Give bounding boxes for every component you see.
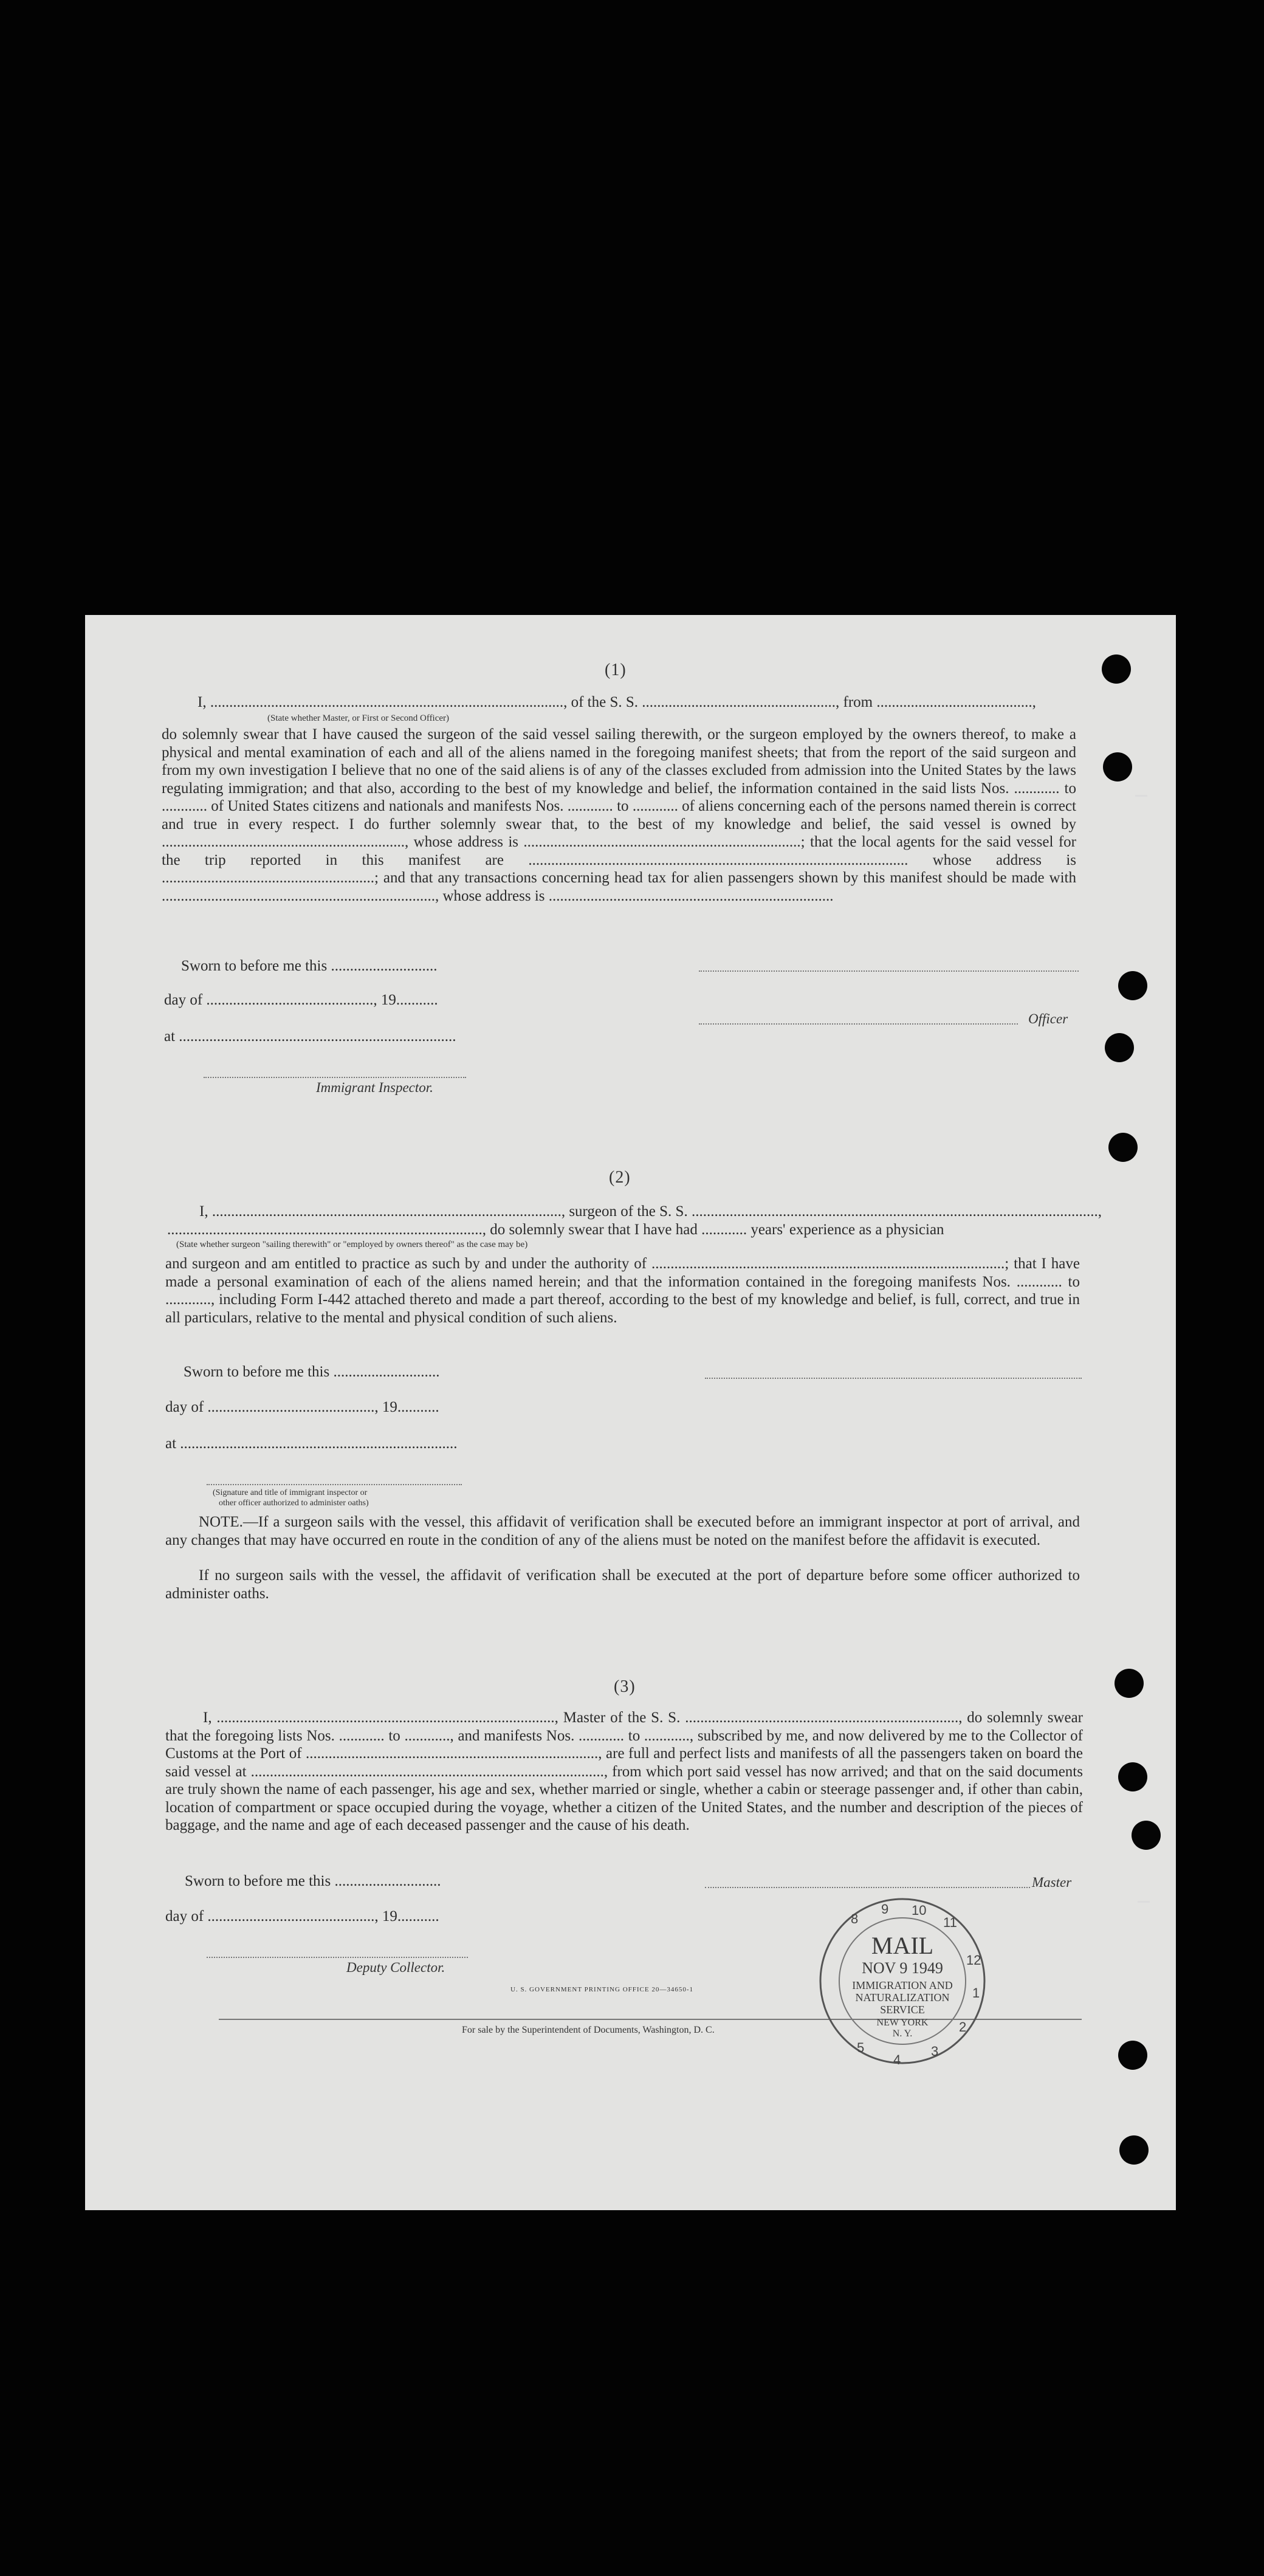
section-1-number: (1) bbox=[605, 661, 627, 679]
section-3-day: day of ............................................, 19........... bbox=[165, 1908, 439, 1925]
section-3-master-title: Master bbox=[1032, 1875, 1072, 1890]
section-2-inspector-signature-line bbox=[207, 1484, 462, 1485]
form-page bbox=[85, 615, 1176, 2210]
section-2-caption: (State whether surgeon "sailing therewith" or "employed by owners thereof" as the case may be) bbox=[176, 1240, 528, 1249]
punch-hole bbox=[1103, 752, 1132, 781]
stamp-digit: 8 bbox=[851, 1911, 859, 1926]
section-2-body: and surgeon and am entitled to practice as such by and under the authority of .............................................................................................; that I have made a personal examination of each of the aliens named herein; and that the information contained in the foregoing manifests Nos. ............ to ............, including Form I-442 attached thereto and made a part thereof, according to the best of my knowledge and belief, is full, correct, and true in all particulars, relative to the mental and physical condition of such aliens. bbox=[165, 1255, 1080, 1326]
punch-hole bbox=[1119, 2135, 1149, 2165]
section-1-day: day of ............................................, 19........... bbox=[164, 992, 438, 1008]
mail-received-stamp bbox=[814, 1893, 991, 2069]
stamp-digit: 9 bbox=[881, 1901, 889, 1917]
section-1-first-line: I, ............................................................................................., of the S. S. ..................................................., from ........................................., bbox=[197, 694, 1036, 710]
stamp-digit: 10 bbox=[912, 1903, 927, 1918]
stamp-line: SERVICE bbox=[880, 2004, 925, 2016]
section-1-at: at ......................................................................... bbox=[164, 1028, 456, 1045]
section-1-caption: (State whether Master, or First or Second Officer) bbox=[267, 713, 450, 723]
punch-hole bbox=[1105, 1033, 1134, 1062]
section-2-sworn: Sworn to before me this ............................ bbox=[184, 1364, 440, 1380]
stamp-line: NATURALIZATION bbox=[855, 1991, 950, 2004]
section-2-note-no-surgeon: If no surgeon sails with the vessel, the affidavit of verification shall be executed at the port of departure before some officer authorized to administer oaths. bbox=[165, 1567, 1080, 1602]
stamp-digit: 1 bbox=[972, 1985, 980, 2001]
section-2-surgeon-signature-line bbox=[705, 1378, 1082, 1379]
stamp-digit: 11 bbox=[943, 1915, 957, 1930]
stamp-digit: 4 bbox=[893, 2052, 901, 2067]
edge-mark bbox=[1138, 1901, 1150, 1903]
edge-mark bbox=[1135, 795, 1147, 797]
punch-hole bbox=[1118, 971, 1147, 1000]
section-1-body: do solemnly swear that I have caused the surgeon of the said vessel sailing therewith, or the surgeon employed by the owners thereof, to make a physical and mental examination of each and all of the aliens named in the foregoing manifest sheets; that from the report of the said surgeon and from my own investigation I believe that no one of the said aliens is of any of the classes excluded from admission into the United States by the laws regulating immigration; and that also, according to the best of my knowledge and belief, the information contained in the said lists Nos. ............ to ............ of United States citizens and nationals and manifests Nos. ............ to ............ of aliens concerning each of the persons named therein is correct and true in every respect. I do further solemnly swear that, to the best of my knowledge and belief, the said vessel is owned by ................................................................, whose address is .........................................................................; that the local agents for the said vessel for the trip reported in this manifest are .................................................................................................... whose address is ........................................................; and that any transactions concerning head tax for alien passengers shown by this manifest should be made with ........................................................................, whose address is ........................................................................... bbox=[162, 726, 1076, 904]
section-1-officer-signature-line-2 bbox=[699, 1023, 1018, 1025]
section-1-inspector-signature-line bbox=[204, 1077, 466, 1078]
section-1-sworn: Sworn to before me this ............................ bbox=[181, 958, 438, 974]
section-3-number: (3) bbox=[614, 1677, 636, 1696]
section-3-master-signature-line bbox=[705, 1887, 1030, 1888]
section-3-sworn: Sworn to before me this ............................ bbox=[185, 1873, 441, 1889]
section-2-signature-caption-2: other officer authorized to administer oaths) bbox=[219, 1499, 369, 1508]
stamp-digit: 2 bbox=[959, 2019, 967, 2035]
punch-hole bbox=[1118, 2041, 1147, 2070]
punch-hole bbox=[1132, 1821, 1161, 1850]
section-2-number: (2) bbox=[609, 1168, 631, 1187]
section-1-officer-title: Officer bbox=[1028, 1011, 1068, 1026]
section-1-inspector-title: Immigrant Inspector. bbox=[316, 1080, 433, 1095]
for-sale-line: For sale by the Superintendent of Documents, Washington, D. C. bbox=[462, 2025, 715, 2035]
stamp-digit: 3 bbox=[931, 2044, 939, 2059]
punch-hole bbox=[1102, 654, 1131, 684]
punch-hole bbox=[1118, 1762, 1147, 1791]
section-3-collector-title: Deputy Collector. bbox=[346, 1960, 445, 1975]
stamp-mail: MAIL bbox=[871, 1932, 934, 1959]
stamp-line: N. Y. bbox=[892, 2028, 913, 2039]
section-2-day: day of ............................................, 19........... bbox=[165, 1399, 439, 1415]
section-2-note: NOTE.—If a surgeon sails with the vessel, this affidavit of verification shall be executed before an immigrant inspector at port of arrival, and any changes that may have occurred en route in the condition of any of the aliens must be noted on the manifest before the affidavit is executed. bbox=[165, 1514, 1080, 1548]
section-2-signature-caption-1: (Signature and title of immigrant inspector or bbox=[213, 1488, 368, 1497]
stamp-date: NOV 9 1949 bbox=[862, 1959, 943, 1977]
printing-office-line: U. S. GOVERNMENT PRINTING OFFICE 20—34650-1 bbox=[510, 1986, 694, 1993]
section-2-first-line: I, ............................................................................................, surgeon of the S. S. ..........................................................................................................., bbox=[199, 1203, 1102, 1220]
stamp-line: NEW YORK bbox=[876, 2018, 929, 2028]
punch-hole bbox=[1108, 1133, 1138, 1162]
section-3-collector-signature-line bbox=[207, 1957, 468, 1958]
stamp-digit: 5 bbox=[857, 2040, 865, 2055]
stamp-digit: 12 bbox=[966, 1953, 981, 1968]
stamp-line: IMMIGRATION AND bbox=[852, 1979, 953, 1991]
section-3-body: I, ........................................................................................., Master of the S. S. ........................................................................, do solemnly swear that the foregoing lists Nos. ............ to ............, and manifests Nos. ............ to ............, subscribed by me, and now delivered by me to the Collector of Customs at the Port of ............................................................................., are full and perfect lists and manifests of all the passengers taken on board the said vessel at ............................................................................................., from which port said vessel has now arrived; and that on the said documents are truly shown the name of each passenger, his age and sex, whether married or single, whether a cabin or steerage passenger and, if other than cabin, location of compartment or space occupied during the voyage, whether a citizen of the United States, and the number and description of the pieces of baggage, and the name and age of each deceased passenger and the cause of his death. bbox=[165, 1709, 1083, 1833]
punch-hole bbox=[1115, 1669, 1144, 1698]
section-2-at: at ......................................................................... bbox=[165, 1435, 458, 1452]
section-1-officer-signature-line-1 bbox=[699, 970, 1079, 972]
section-2-second-line: ..................................................................................., do solemnly swear that I have had ............ years' experience as a physician bbox=[167, 1221, 944, 1238]
